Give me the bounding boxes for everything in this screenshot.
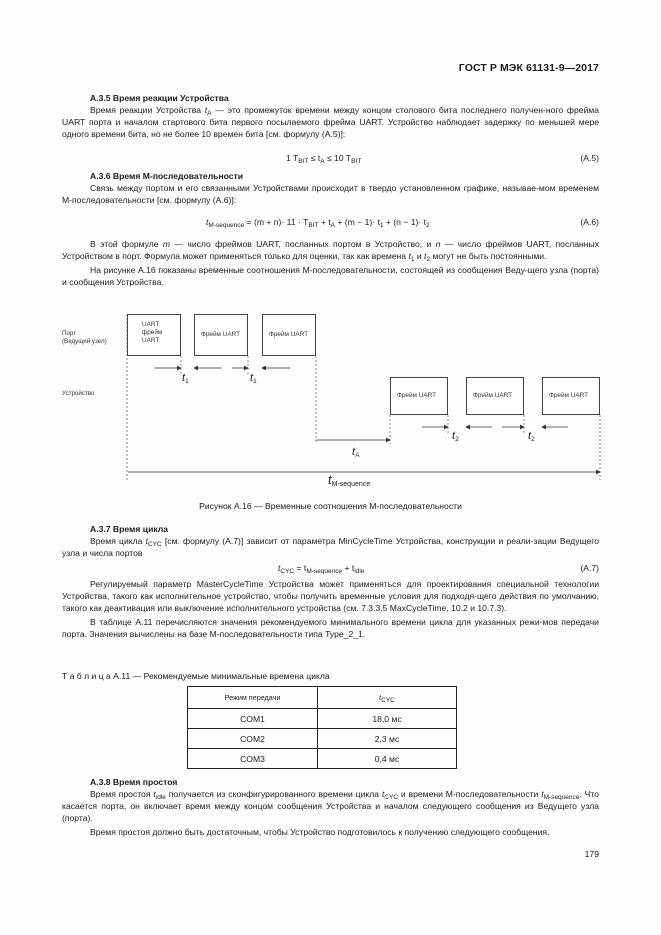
formula-a7: $t_{CYC} = t_{M-sequence} + t_{idle}$ (A.7) — [278, 563, 599, 575]
formula-number: (A.7) — [580, 563, 599, 573]
port-frame-1: UART фрейм UART — [127, 314, 181, 356]
formula-a5: 1 $T_{BIT} \le t_A \le 10$ $T_{BIT}$ (A.5) — [286, 153, 599, 165]
paragraph: На рисунке A.16 показаны временные соотношения М-последовательности, состоящей из сообщения Веду-щего узла (порта) и сообщения Устройства. — [62, 265, 599, 287]
figure-caption: Рисунок A.16 — Временные соотношения М-последовательности — [199, 501, 462, 511]
section-title: A.3.8 Время простоя — [90, 777, 178, 787]
port-frame-2: Фрейм UART — [194, 314, 248, 356]
section-a35 — [62, 92, 599, 140]
page-number: 179 — [584, 849, 599, 859]
paragraph: Время простоя должно быть достаточным, чтобы Устройство подготовилось к получению следующего сообщения. — [90, 827, 550, 837]
section-title: A.3.6 Время М-последовательности — [90, 171, 244, 181]
t1-label: $t_1$ — [250, 372, 257, 385]
paragraph: Время цикла $t_{CYC}$ [см. формулу (A.7)] зависит от параметра MinCycleTime Устройства, конструкции и реали-зации Ведущего узла и числа портов — [62, 536, 599, 558]
cell-mode: COM3 — [188, 749, 318, 769]
cell-mode: COM1 — [188, 709, 318, 729]
cell-value: 18,0 мс — [318, 709, 457, 729]
table-header-row — [188, 687, 457, 709]
formula-number: (A.6) — [580, 217, 599, 227]
paragraph: В этой формуле m — число фреймов UART, посланных портом в Устройство, и n — число фреймов UART, посланных Устройством в порт. Формула может применяться только для оценки, так как времена $t_1$ и $t_2$ могут не быть постоянными. — [62, 239, 600, 263]
ta-label: $t_A$ — [352, 446, 360, 459]
device-label: Устройство — [62, 390, 95, 397]
cell-value: 2,3 мс — [318, 729, 457, 749]
port-frame-3: Фрейм UART — [262, 314, 316, 356]
table-row — [188, 749, 457, 769]
device-frame-3: Фрейм UART — [542, 377, 600, 415]
paragraph: Связь между портом и его связанными Устройствами происходит в твердо установленном графике, называе-мом временем М-последовательности [см. формулу (A.6)]: — [62, 183, 599, 205]
paragraph: В таблице A.11 перечисляются значения рекомендуемого минимального времени цикла для указанных режи-мов передачи порта. Значения вычислены на базе М-последовательности типа Type_2_1. — [62, 617, 599, 639]
table-caption: Т а б л и ц а A.11 — Рекомендуемые минимальные времена цикла — [62, 671, 330, 681]
section-title: A.3.5 Время реакции Устройства — [90, 93, 229, 103]
device-frame-2: Фрейм UART — [466, 377, 524, 415]
section-a36 — [62, 170, 599, 206]
section-a37-body — [62, 578, 599, 640]
timing-figure — [62, 310, 602, 495]
table-row — [188, 709, 457, 729]
section-a36-body — [62, 238, 599, 288]
tm-label: $t_{M-sequence}$ — [328, 472, 371, 488]
paragraph: Время простоя $t_{idle}$ получается из сконфигурированного времени цикла $t_{CYC}$ и времени М-последовательности $t_{M-sequence}$. Что касается порта, он включает время между концом сообщения Устройства и началом следующего сообщения из Ведущего узла (порта). — [62, 789, 599, 823]
device-frame-1: Фрейм UART — [390, 377, 448, 415]
t2-label: $t_2$ — [528, 430, 535, 443]
cycle-time-table — [187, 686, 457, 769]
formula-a6: $t_{M-sequence} = (m + n)\cdot 11 \cdot T_{BIT} + t_A + (m - 1)\cdot t_1 + (n - 1)\cdot t_2$ (A.6) — [206, 217, 599, 229]
table-row — [188, 729, 457, 749]
paragraph: Время реакции Устройства $t_A$ — это промежуток времени между концом столового бита последнего получен-ного фрейма UART порта и началом стартового бита первого посылаемого фрейма UART. Устройство наблюдает задержку по меньшей мере одного времени бита, но не более 10 времен бита [см. формулу (A.5)]: — [62, 105, 599, 139]
cell-value: 0,4 мс — [318, 749, 457, 769]
header-mode: Режим передачи — [188, 687, 318, 709]
port-label: Порт (Ведущий узел) — [62, 330, 107, 345]
standard-header: ГОСТ Р МЭК 61131-9—2017 — [458, 62, 599, 74]
header-tcyc: $t_{CYC}$ — [318, 687, 457, 709]
section-a38 — [62, 776, 599, 838]
section-title: A.3.7 Время цикла — [90, 524, 169, 534]
t2-label: $t_2$ — [452, 430, 459, 443]
timing-lines — [62, 310, 602, 495]
paragraph: Регулируемый параметр MasterCycleTime Устройства может применяться для проектирования специальной технологии Устройства, такого как исполнительное устройство, чтобы получить временные условия для подходя-щего действия по умолчанию, такого как деактивация или выключение исполнительного устройства (см. 7.3.3.5 MaxCycleTime, 10.2 и 10.7.3). — [62, 579, 599, 613]
formula-number: (A.5) — [580, 153, 599, 163]
section-a37 — [62, 523, 599, 559]
t1-label: $t_1$ — [182, 372, 189, 385]
cell-mode: COM2 — [188, 729, 318, 749]
